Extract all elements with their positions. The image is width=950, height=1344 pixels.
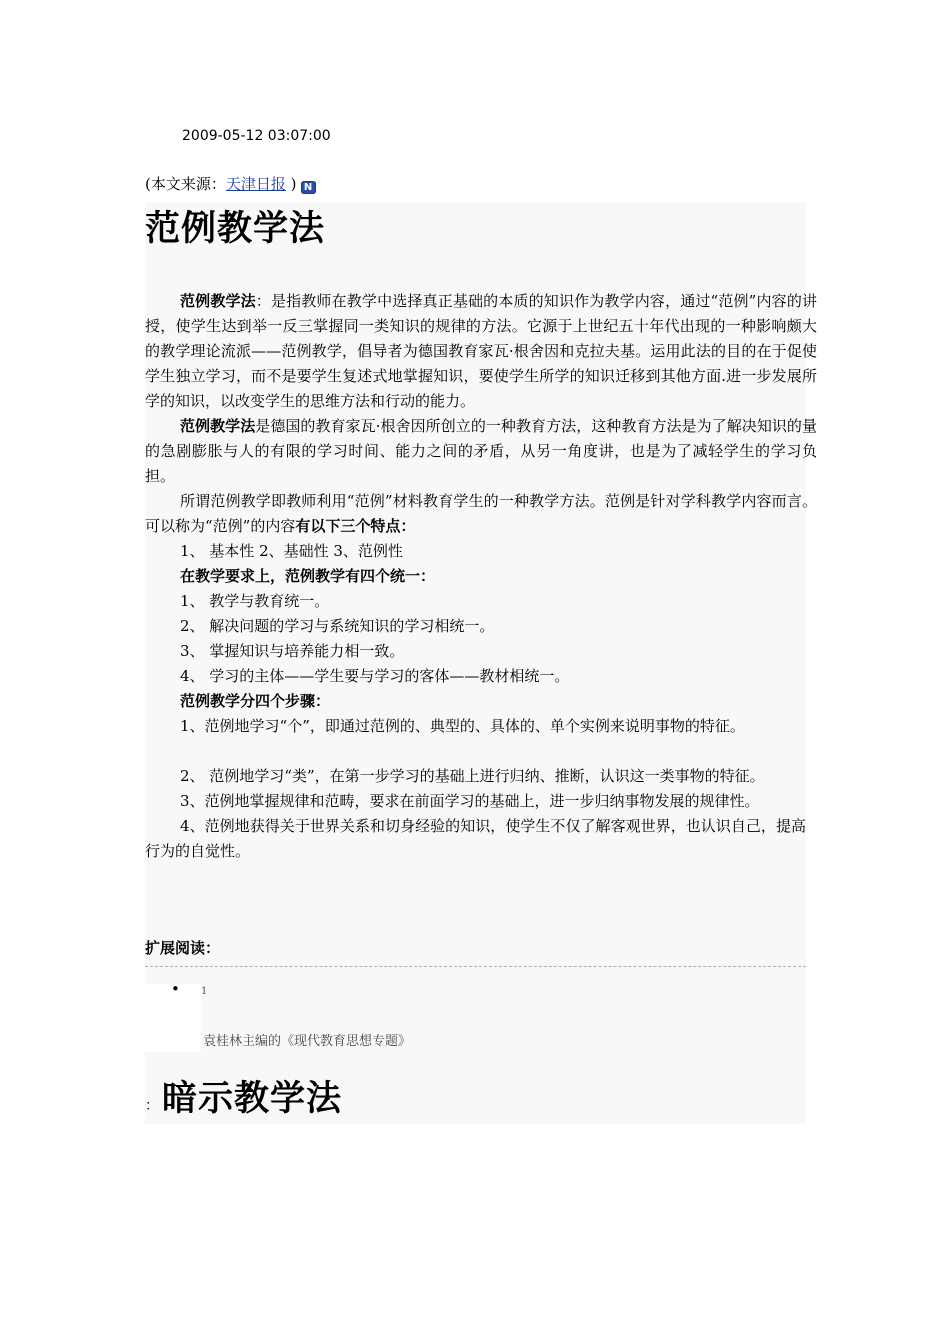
news-n-icon[interactable]: N xyxy=(301,181,316,194)
article-title: 范例教学法 xyxy=(145,209,326,249)
steps-heading: 范例教学分四个步骤： xyxy=(180,692,331,710)
step-item: 2、 范例地学习“类”，在第一步学习的基础上进行归纳、推断，认识这一类事物的特征。 xyxy=(180,767,765,785)
features-list: 1、 基本性 2、基础性 3、范例性 xyxy=(180,542,403,560)
unity-item: 1、 教学与教育统一。 xyxy=(180,592,330,610)
step-item: 4、范例地获得关于世界关系和切身经验的知识，使学生不仅了解客观世界，也认识自己，提高行为的自觉性。 xyxy=(145,817,806,860)
article-body xyxy=(145,289,817,864)
step-item: 1、范例地学习“个”，即通过范例的、典型的、具体的、单个实例来说明事物的特征。 xyxy=(180,717,745,735)
unity-item: 2、 解决问题的学习与系统知识的学习相统一。 xyxy=(180,617,495,635)
source-prefix: (本文来源： xyxy=(145,175,226,193)
extended-reading-label: 扩展阅读： xyxy=(145,939,221,957)
source-suffix: ) xyxy=(285,175,297,193)
unity-heading: 在教学要求上，范例教学有四个统一： xyxy=(180,567,436,585)
paragraph-features: 所谓范例教学即教师利用“范例”材料教育学生的一种教学方法。范例是针对学科教学内容而言。可以称为“范例”的内容有以下三个特点： xyxy=(145,492,817,535)
term-bold: 范例教学法 xyxy=(180,292,256,310)
bullet-dot-icon: • xyxy=(171,980,180,998)
publish-datetime: 2009-05-12 03:07:00 xyxy=(182,128,331,144)
spacer xyxy=(145,739,817,764)
unity-item: 4、 学习的主体——学生要与学习的客体——教材相统一。 xyxy=(180,667,570,685)
article-panel xyxy=(145,202,817,1124)
step-item: 3、范例地掌握规律和范畴，要求在前面学习的基础上，进一步归纳事物发展的规律性。 xyxy=(180,792,760,810)
source-line xyxy=(145,174,316,194)
unity-item: 3、 掌握知识与培养能力相一致。 xyxy=(180,642,405,660)
paragraph-origin: 范例教学法是德国的教育家瓦·根舍因所创立的一种教育方法，这种教育方法是为了解决知识的量的急剧膨胀与人的有限的学习时间、能力之间的矛盾，从另一角度讲，也是为了减轻学生的学习负担。 xyxy=(145,417,817,485)
paragraph-definition: 范例教学法：是指教师在教学中选择真正基础的本质的知识作为教学内容，通过“范例”内容的讲授，使学生达到举一反三掌握同一类知识的规律的方法。它源于上世纪五十年代出现的一种影响颇大的教学理论流派——范例教学，倡导者为德国教育家瓦·根舍因和克拉夫基。运用此法的目的在于促使学生独立学习，而不是要学生复述式地掌握知识，要使学生所学的知识迁移到其他方面.进一步发展所学的知识，以改变学生的思维方法和行动的能力。 xyxy=(145,292,817,410)
source-link[interactable]: 天津日报 xyxy=(225,175,286,193)
term-bold: 范例教学法 xyxy=(180,417,256,435)
reference-number: 1 xyxy=(201,986,208,997)
reference-link[interactable]: 袁桂林主编的《现代教育思想专题》 xyxy=(203,1034,412,1049)
next-article-title: ：暗示教学法 xyxy=(145,1079,343,1119)
dashed-divider xyxy=(145,966,806,967)
